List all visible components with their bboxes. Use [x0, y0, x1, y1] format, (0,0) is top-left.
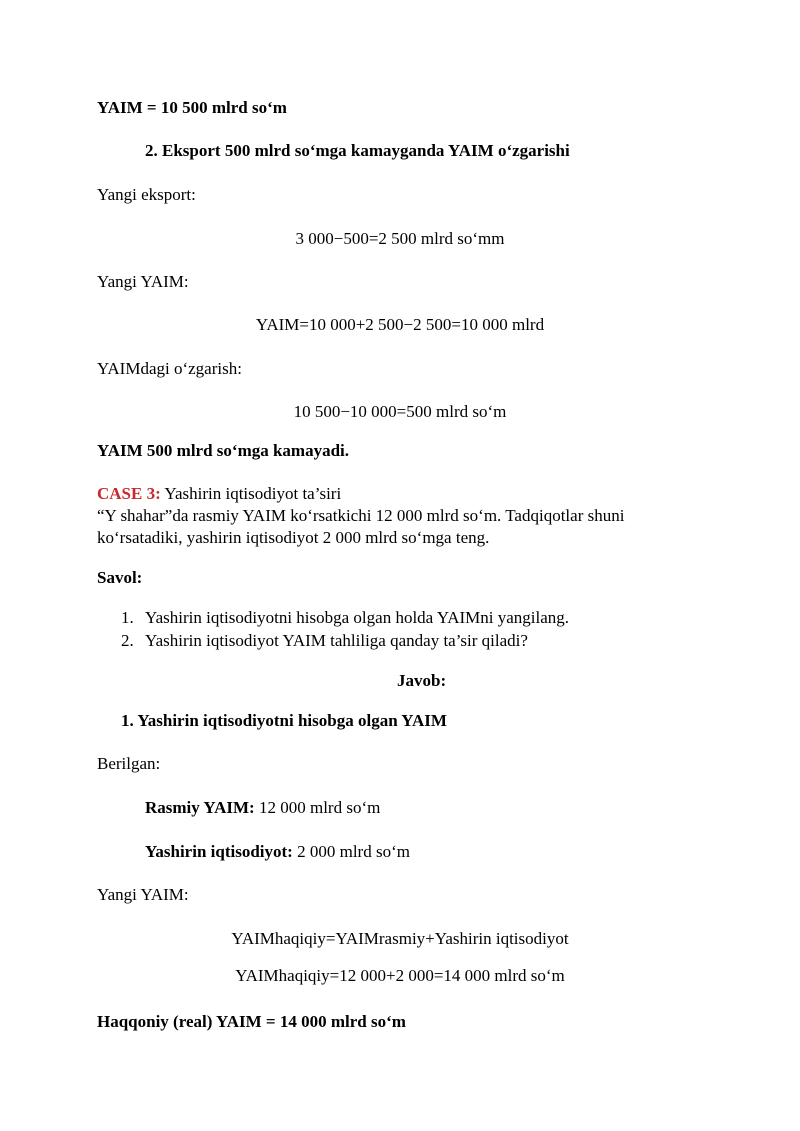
section-1-heading: 1. Yashirin iqtisodiyotni hisobga olgan YAIM — [121, 711, 447, 730]
section-2-heading: 2. Eksport 500 mlrd so‘mga kamayganda YAIM o‘zgarishi — [145, 141, 570, 160]
new-yaim-label-2: Yangi YAIM: — [97, 885, 189, 904]
answer-heading: Javob: — [397, 671, 447, 690]
decrease-conclusion: YAIM 500 mlrd so‘mga kamayadi. — [97, 441, 350, 460]
real-yaim-formula-2: YAIMhaqiqiy=12 000+2 000=14 000 mlrd so‘m — [235, 966, 565, 985]
real-yaim-formula-1: YAIMhaqiqiy=YAIMrasmiy+Yashirin iqtisodiyot — [231, 929, 569, 948]
new-export-label: Yangi eksport: — [97, 185, 196, 204]
case3-body-line-2: ko‘rsatadiki, yashirin iqtisodiyot 2 000 mlrd so‘mga teng. — [97, 528, 490, 547]
change-label: YAIMdagi o‘zgarish: — [97, 359, 242, 378]
case3-label: CASE 3: — [97, 484, 161, 503]
yaim-result-line: YAIM = 10 500 mlrd so‘m — [97, 98, 287, 117]
real-yaim-result: Haqqoniy (real) YAIM = 14 000 mlrd so‘m — [97, 1012, 406, 1031]
hidden-economy-value: 2 000 mlrd so‘m — [292, 842, 410, 861]
new-yaim-label: Yangi YAIM: — [97, 272, 189, 291]
list-item-text: Yashirin iqtisodiyotni hisobga olgan holda YAIMni yangilang. — [145, 608, 570, 627]
list-number: 2. — [121, 631, 134, 650]
official-yaim-line — [145, 797, 380, 819]
hidden-economy-label: Yashirin iqtisodiyot: — [145, 842, 293, 861]
new-yaim-formula: YAIM=10 000+2 500−2 500=10 000 mlrd — [255, 315, 545, 334]
new-export-formula: 3 000−500=2 500 mlrd so‘mm — [295, 229, 505, 248]
case3-title: Yashirin iqtisodiyot ta’siri — [160, 484, 342, 503]
official-yaim-label: Rasmiy YAIM: — [145, 798, 255, 817]
change-formula: 10 500−10 000=500 mlrd so‘m — [293, 402, 507, 421]
list-number: 1. — [121, 608, 134, 627]
list-item-text: Yashirin iqtisodiyot YAIM tahliliga qanday ta’sir qiladi? — [145, 631, 528, 650]
question-label: Savol: — [97, 568, 143, 587]
given-label: Berilgan: — [97, 754, 161, 773]
question-item-1 — [121, 607, 569, 629]
official-yaim-value: 12 000 mlrd so‘m — [254, 798, 381, 817]
question-item-2 — [121, 630, 528, 652]
hidden-economy-line — [145, 841, 410, 863]
case3-body-line-1: “Y shahar”da rasmiy YAIM ko‘rsatkichi 12 000 mlrd so‘m. Tadqiqotlar shuni — [97, 506, 625, 525]
case3-title-line — [97, 483, 341, 505]
